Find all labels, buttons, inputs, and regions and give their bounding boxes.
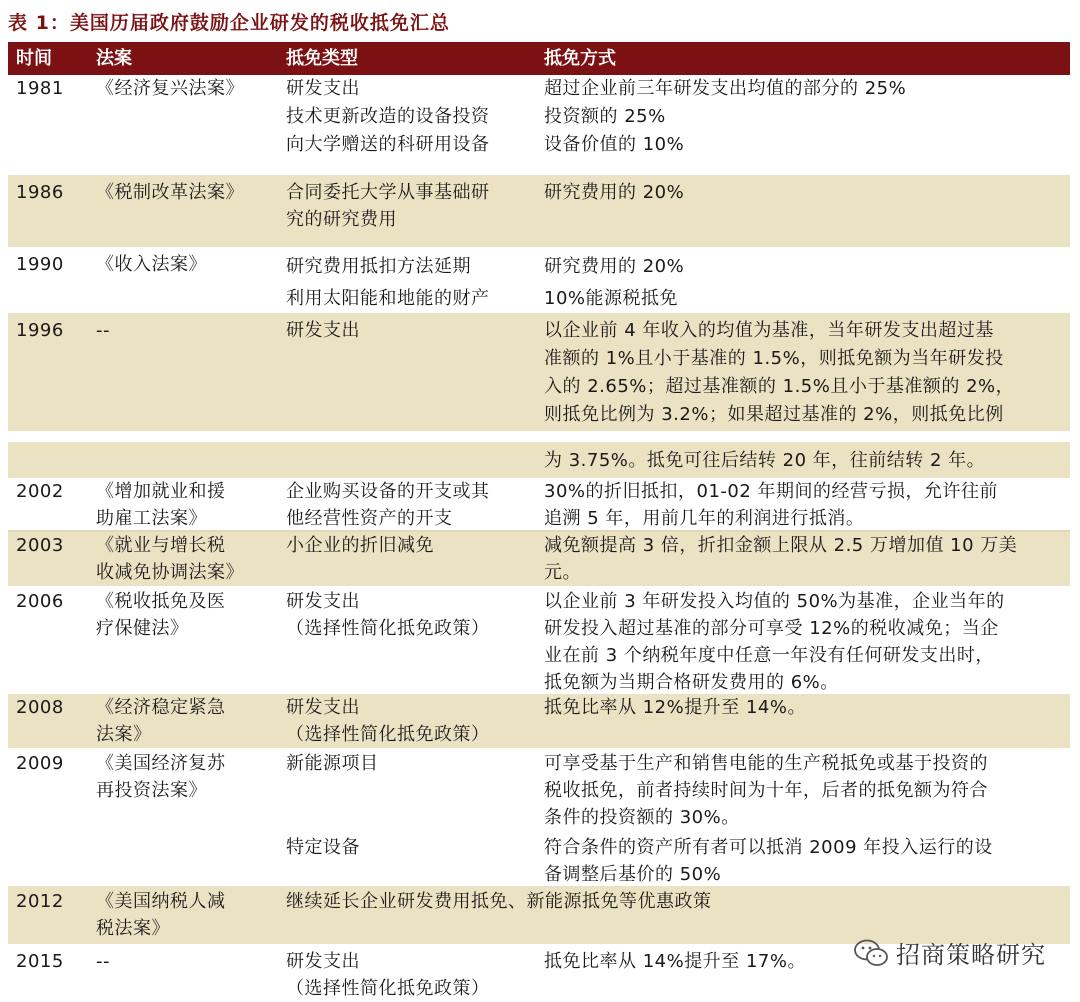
table-row: [8, 175, 1070, 247]
cell-law: 《经济稳定紧急 法案》: [96, 697, 226, 745]
cell-method: 超过企业前三年研发支出均值的部分的 25% 投资额的 25% 设备价值的 10%: [544, 78, 907, 155]
header-type: 抵免类型: [286, 48, 358, 69]
header-year: 时间: [16, 48, 52, 69]
cell-year: 2008: [16, 697, 64, 718]
cell-type: 研发支出: [286, 320, 360, 341]
cell-type: 合同委托大学从事基础研 究的研究费用: [286, 182, 490, 230]
table-row: [8, 532, 1070, 586]
cell-method-2: 符合条件的资产所有者可以抵消 2009 年投入运行的设 备调整后基价的 50%: [544, 837, 993, 885]
cell-type: 研发支出 （选择性简化抵免政策）: [286, 697, 490, 745]
cell-type: 新能源项目: [286, 753, 379, 774]
cell-type: 研发支出 （选择性简化抵免政策）: [286, 591, 490, 639]
table-header: [8, 42, 1070, 75]
cell-method: 研究费用的 20%: [544, 182, 685, 203]
cell-year: 2015: [16, 951, 64, 972]
cell-type: 小企业的折旧减免: [286, 535, 434, 556]
cell-method: 研究费用的 20% 10%能源税抵免: [544, 256, 685, 309]
cell-method-continued: 为 3.75%。抵免可往后结转 20 年，往前结转 2 年。: [544, 450, 986, 471]
cell-method: 可享受基于生产和销售电能的生产税抵免或基于投资的 税收抵免，前者持续时间为十年，后者的抵免额为符合 条件的投资额的 30%。: [544, 753, 988, 828]
cell-year: 1996: [16, 320, 64, 341]
cell-method: 以企业前 3 年研发投入均值的 50%为基准，企业当年的 研发投入超过基准的部分可享受 12%的税收减免；当企 业在前 3 个纳税年度中任意一年没有任何研发支出时， 抵免额为当期合格研发费用的 6%。: [544, 591, 1005, 693]
table-row: [8, 748, 1070, 886]
cell-law: 《就业与增长税 收减免协调法案》: [96, 535, 244, 583]
cell-year: 2003: [16, 535, 64, 556]
table-row: [8, 247, 1070, 313]
cell-year: 2002: [16, 481, 64, 502]
wechat-icon: [854, 939, 888, 967]
tax-credit-table: [8, 42, 1070, 1002]
cell-law: 《美国经济复苏 再投资法案》: [96, 753, 226, 801]
cell-year: 1981: [16, 78, 64, 99]
cell-law: 《税制改革法案》: [96, 182, 244, 203]
table-row-continued: [8, 442, 1070, 478]
watermark: [854, 935, 1046, 970]
cell-year: 2012: [16, 891, 64, 912]
cell-year: 2009: [16, 753, 64, 774]
cell-law: 《税收抵免及医 疗保健法》: [96, 591, 226, 639]
cell-type: 研究费用抵扣方法延期 利用太阳能和地能的财产: [286, 256, 490, 309]
cell-type-2: 特定设备: [286, 837, 360, 858]
cell-type: 研发支出 技术更新改造的设备投资 向大学赠送的科研用设备: [286, 78, 490, 155]
table-row: [8, 75, 1070, 163]
cell-year: 1990: [16, 254, 64, 275]
cell-law: --: [96, 951, 110, 972]
header-law: 法案: [96, 48, 132, 69]
cell-type: 企业购买设备的开支或其 他经营性资产的开支: [286, 481, 490, 529]
table-row: [8, 313, 1070, 431]
cell-method: 抵免比率从 12%提升至 14%。: [544, 697, 806, 718]
table-title: 表 1：美国历届政府鼓励企业研发的税收抵免汇总: [8, 12, 450, 34]
cell-law: 《收入法案》: [96, 254, 207, 275]
cell-year: 2006: [16, 591, 64, 612]
cell-law: --: [96, 320, 110, 341]
cell-law: 《经济复兴法案》: [96, 78, 244, 99]
cell-method: 抵免比率从 14%提升至 17%。: [544, 951, 806, 972]
cell-law: 《美国纳税人减 税法案》: [96, 891, 226, 939]
watermark-text: 招商策略研究: [896, 941, 1046, 969]
cell-method: 减免额提高 3 倍，折扣金额上限从 2.5 万增加值 10 万美 元。: [544, 535, 1018, 583]
cell-type: 研发支出 （选择性简化抵免政策）: [286, 951, 490, 999]
cell-span: 继续延长企业研发费用抵免、新能源抵免等优惠政策: [286, 891, 712, 912]
header-method: 抵免方式: [544, 48, 616, 69]
table-row: [8, 694, 1070, 748]
cell-law: 《增加就业和援 助雇工法案》: [96, 481, 226, 529]
cell-method: 30%的折旧抵扣，01-02 年期间的经营亏损，允许往前 追溯 5 年，用前几年的利润进行抵消。: [544, 481, 999, 529]
cell-year: 1986: [16, 182, 64, 203]
table-row: [8, 478, 1070, 532]
table-row: [8, 586, 1070, 694]
cell-method: 以企业前 4 年收入的均值为基准，当年研发支出超过基 准额的 1%且小于基准的 1.5%，则抵免额为当年研发投 入的 2.65%；超过基准额的 1.5%且小于基准额的 2%， 则抵免比例为 3.2%；如果超过基准的 2%，则抵免比例: [544, 320, 1015, 425]
